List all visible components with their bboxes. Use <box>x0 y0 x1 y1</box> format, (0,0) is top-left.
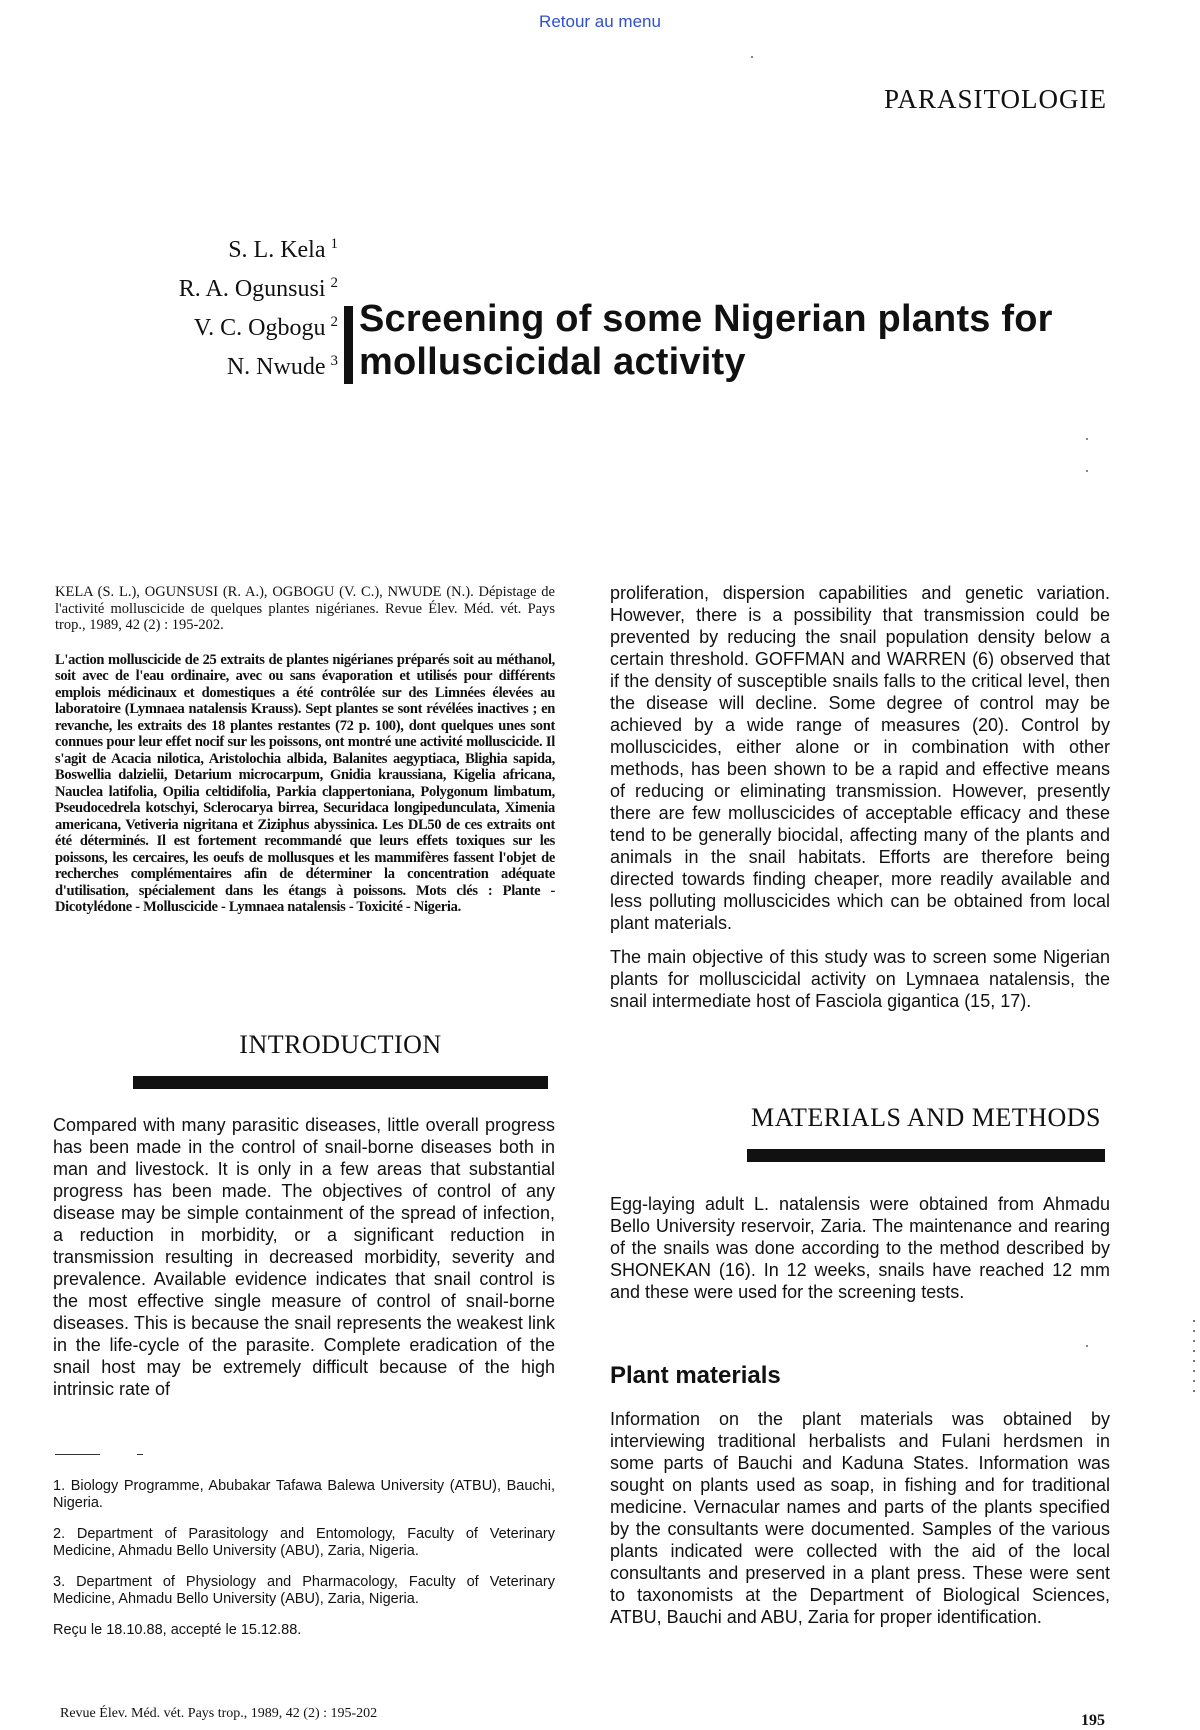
author-name: S. L. Kela <box>228 237 326 263</box>
author-affiliation: 3 <box>330 353 338 369</box>
author-affiliation: 2 <box>330 275 338 291</box>
author-entry <box>128 225 338 264</box>
section-header: PARASITOLOGIE <box>883 84 1107 114</box>
introduction-body <box>53 1114 555 1400</box>
heading-rule <box>747 1149 1105 1162</box>
introduction-heading <box>133 1030 548 1089</box>
title-line-2: molluscicidal activity <box>359 341 746 383</box>
introduction-continuation: proliferation, dispersion capabilities and genetic variation. However, there is a possibility that transmission could be prevented by reducing the snail population density below a certain threshold. GOFFMAN and WARREN (6) observed that if the density of susceptible snails falls to the critical level, then the disease will decline. Some degree of control may be achieved by a wide range of measures (20). Control by molluscicides, either alone or in combination with other methods, has been shown to be a rapid and effective means of reducing or eliminating transmission. However, presently there are few molluscicides of acceptable efficacy and these tend to be generally biocidal, affecting many of the plants and animals in the snail habitats. Efforts are therefore being directed towards finding cheaper, more readily available and less polluting molluscicides which can be obtained from local plant materials. <box>610 583 1110 933</box>
received-date: Reçu le 18.10.88, accepté le 15.12.88. <box>53 1622 302 1638</box>
author-entry <box>128 264 338 303</box>
materials-methods-heading-text: MATERIALS AND METHODS <box>751 1103 1101 1132</box>
right-column-intro <box>610 582 1110 1012</box>
french-abstract <box>55 584 555 916</box>
plant-materials-heading: Plant materials <box>610 1362 781 1389</box>
abstract-text: L'action molluscicide de 25 extraits de plantes nigérianes préparés soit au méthanol, soit avec de l'eau ordinaire, avec ou sans évaporation et utilisés pour différents emplois médicinaux et domestiques a été contrôlée sur des Limnées élevées au laboratoire (Lymnaea natalensis Krauss). Sept plantes se sont révélées inactives ; en revanche, les extraits des 18 plantes restantes (72 p. 100), dont quelques unes sont connues pour leur effet nocif sur les poissons, ont montré une activité molluscicide. Il s'agit de Acacia nilotica, Aristolochia albida, Balanites aegyptiaca, Blighia sapida, Boswellia dalzielii, Detarium microcarpum, Gnidia kraussiana, Kigelia africana, Nauclea latifolia, Opilia celtidifolia, Parkia clappertoniana, Polygonum limbatum, Pseudocedrela kotschyi, Sclerocarya birrea, Securidaca longipedunculata, Ximenia americana, Vetiveria nigritana et Ziziphus abyssinica. Les DL50 de ces extraits ont été déterminés. Il est fortement recommandé que leurs effets toxiques sur les poissons, les cercaires, les oeufs de mollusques et les mammifères fassent l'objet de recherches complémentaires afin de déterminer la concentration adéquate d'utilisation, spécialement dans les étangs à poissons. Mots clés : Plante - Dicotylédone - Molluscicide - Lymnaea natalensis - Toxicité - Nigeria. <box>55 651 555 915</box>
heading-rule <box>133 1076 548 1089</box>
author-entry <box>128 342 338 381</box>
footnotes <box>53 1478 555 1653</box>
footnote: 1. Biology Programme, Abubakar Tafawa Balewa University (ATBU), Bauchi, Nigeria. <box>53 1478 555 1511</box>
scan-artifact <box>1193 1320 1195 1392</box>
materials-methods-heading <box>747 1103 1105 1162</box>
author-name: V. C. Ogbogu <box>193 315 326 341</box>
journal-footer: Revue Élev. Méd. vét. Pays trop., 1989, 42 (2) : 195-202 <box>60 1706 378 1721</box>
study-objective: The main objective of this study was to screen some Nigerian plants for molluscicidal activity on Lymnaea natalensis, the snail intermediate host of Fasciola gigantica (15, 17). <box>610 947 1110 1011</box>
snail-paragraph: Egg-laying adult L. natalensis were obtained from Ahmadu Bello University reservoir, Zaria. The maintenance and rearing of the snails was done according to the method described by SHONEKAN (16). In 12 weeks, snails have reached 12 mm and these were used for the screening tests. <box>610 1194 1110 1302</box>
scan-speck <box>751 56 753 58</box>
materials-methods-body <box>610 1193 1110 1303</box>
introduction-paragraph: Compared with many parasitic diseases, little overall progress has been made in the control of snail-borne diseases both in man and livestock. It is only in a few areas that substantial progress has been made. The objectives of control of any disease may be simple containment of the spread of infection, a reduction in morbidity, or a significant reduction in transmission resulting in decreased morbidity, severity and prevalence. Available evidence indicates that snail control is the most effective single measure of control of snail-borne diseases. This is because the snail represents the weakest link in the life-cycle of the parasite. Complete eradication of the snail host may be extremely difficult because of the high intrinsic rate of <box>53 1115 555 1399</box>
footnote-separator <box>55 1454 100 1455</box>
scan-speck <box>1086 1345 1088 1347</box>
author-affiliation: 2 <box>330 314 338 330</box>
author-name: N. Nwude <box>226 354 326 380</box>
scan-speck <box>1086 438 1088 440</box>
article-title <box>359 298 1139 384</box>
footnote: 2. Department of Parasitology and Entomology, Faculty of Veterinary Medicine, Ahmadu Bello University (ABU), Zaria, Nigeria. <box>53 1526 555 1559</box>
author-entry <box>128 303 338 342</box>
introduction-heading-text: INTRODUCTION <box>239 1030 442 1059</box>
plant-paragraph: Information on the plant materials was obtained by interviewing traditional herbalists and Fulani herdsmen in some parts of Bauchi and Kaduna States. Information was sought on plants used as soap, in fishing and for traditional medicine. Vernacular names and parts of the plants specified by the consultants were documented. Samples of the various plants indicated were collected with the aid of the local consultants and preserved in a plant press. These were sent to taxonomists at the Department of Biological Sciences, ATBU, Bauchi and ABU, Zaria for proper identification. <box>610 1409 1110 1627</box>
title-line-1: Screening of some Nigerian plants for <box>359 298 1053 340</box>
abstract-citation: KELA (S. L.), OGUNSUSI (R. A.), OGBOGU (V. C.), NWUDE (N.). Dépistage de l'activité molluscicide de quelques plantes nigérianes. Revue Élev. Méd. vét. Pays trop., 1989, 42 (2) : 195-202. <box>55 584 555 633</box>
footnote-separator-dash <box>137 1454 143 1455</box>
author-affiliation: 1 <box>330 236 338 252</box>
back-to-menu-link[interactable]: Retour au menu <box>539 12 661 31</box>
author-name: R. A. Ogunsusi <box>178 276 326 302</box>
title-bar-decoration <box>344 306 353 384</box>
plant-materials-body <box>610 1408 1110 1628</box>
scan-speck <box>1086 470 1088 472</box>
page-number: 195 <box>1081 1712 1105 1729</box>
author-list <box>128 225 338 381</box>
footnote: 3. Department of Physiology and Pharmacology, Faculty of Veterinary Medicine, Ahmadu Bello University (ABU), Zaria, Nigeria. <box>53 1574 555 1607</box>
